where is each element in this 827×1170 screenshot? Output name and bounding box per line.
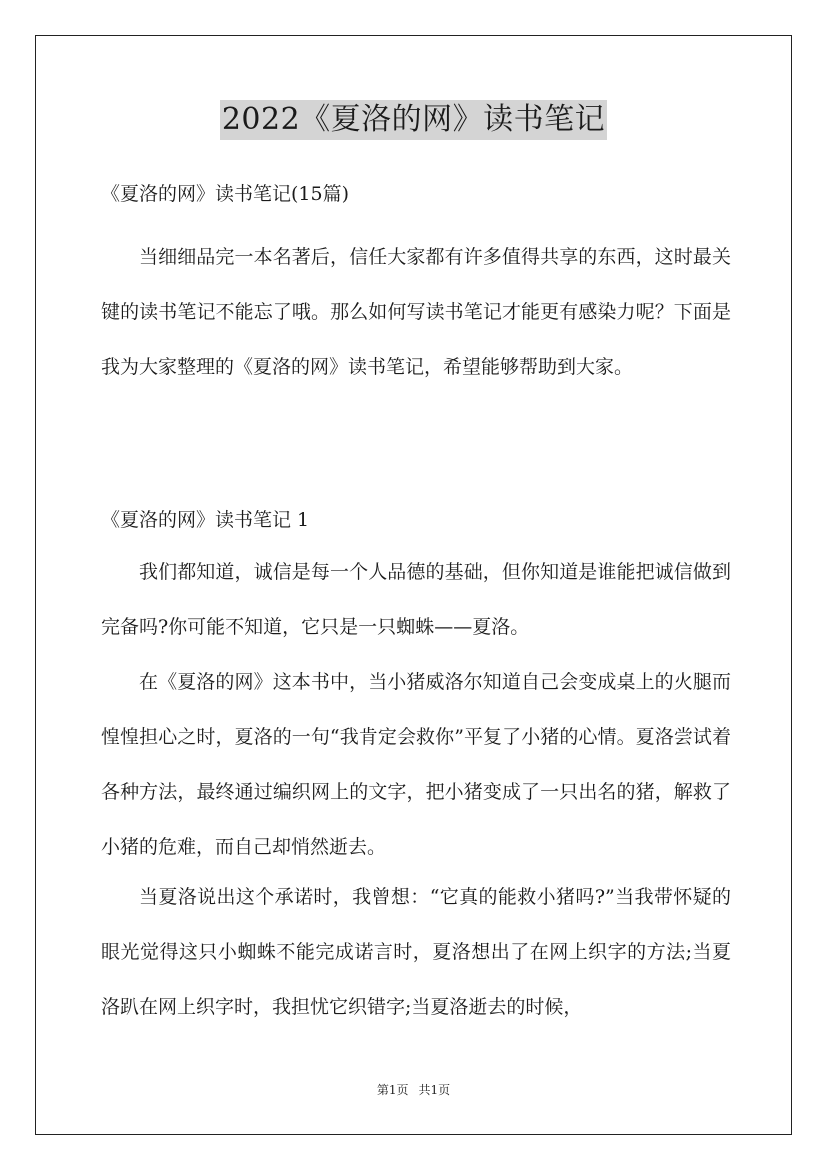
document-title — [0, 100, 827, 140]
document-title-text: 2022《夏洛的网》读书笔记 — [220, 100, 607, 140]
page-footer — [0, 1082, 827, 1098]
body-paragraph-1: 我们都知道，诚信是每一个人品德的基础，但你知道是谁能把诚信做到完备吗?你可能不知道，它只是一只蜘蛛——夏洛。 — [101, 561, 731, 638]
page-total: 共1页 — [418, 1083, 451, 1097]
intro-paragraph: 当细细品完一本名著后，信任大家都有许多值得共享的东西，这时最关键的读书笔记不能忘了哦。那么如何写读书笔记才能更有感染力呢？下面是我为大家整理的《夏洛的网》读书笔记，希望能够帮助到大家。 — [101, 246, 731, 378]
section-heading: 《夏洛的网》读书笔记 1 — [101, 509, 310, 531]
body-paragraph-3: 当夏洛说出这个承诺时，我曾想：“它真的能救小猪吗?”当我带怀疑的眼光觉得这只小蜘蛛不能完成诺言时，夏洛想出了在网上织字的方法;当夏洛趴在网上织字时，我担忧它织错字;当夏洛逝去的时候， — [101, 886, 731, 1018]
document-subtitle: 《夏洛的网》读书笔记(15篇) — [101, 183, 350, 205]
page-number: 第1页 — [376, 1083, 409, 1097]
body-paragraph-2: 在《夏洛的网》这本书中，当小猪威洛尔知道自己会变成桌上的火腿而惶惶担心之时，夏洛的一句“我肯定会救你”平复了小猪的心情。夏洛尝试着各种方法，最终通过编织网上的文字，把小猪变成了一只出名的猪，解救了小猪的危难，而自己却悄然逝去。 — [101, 671, 731, 858]
